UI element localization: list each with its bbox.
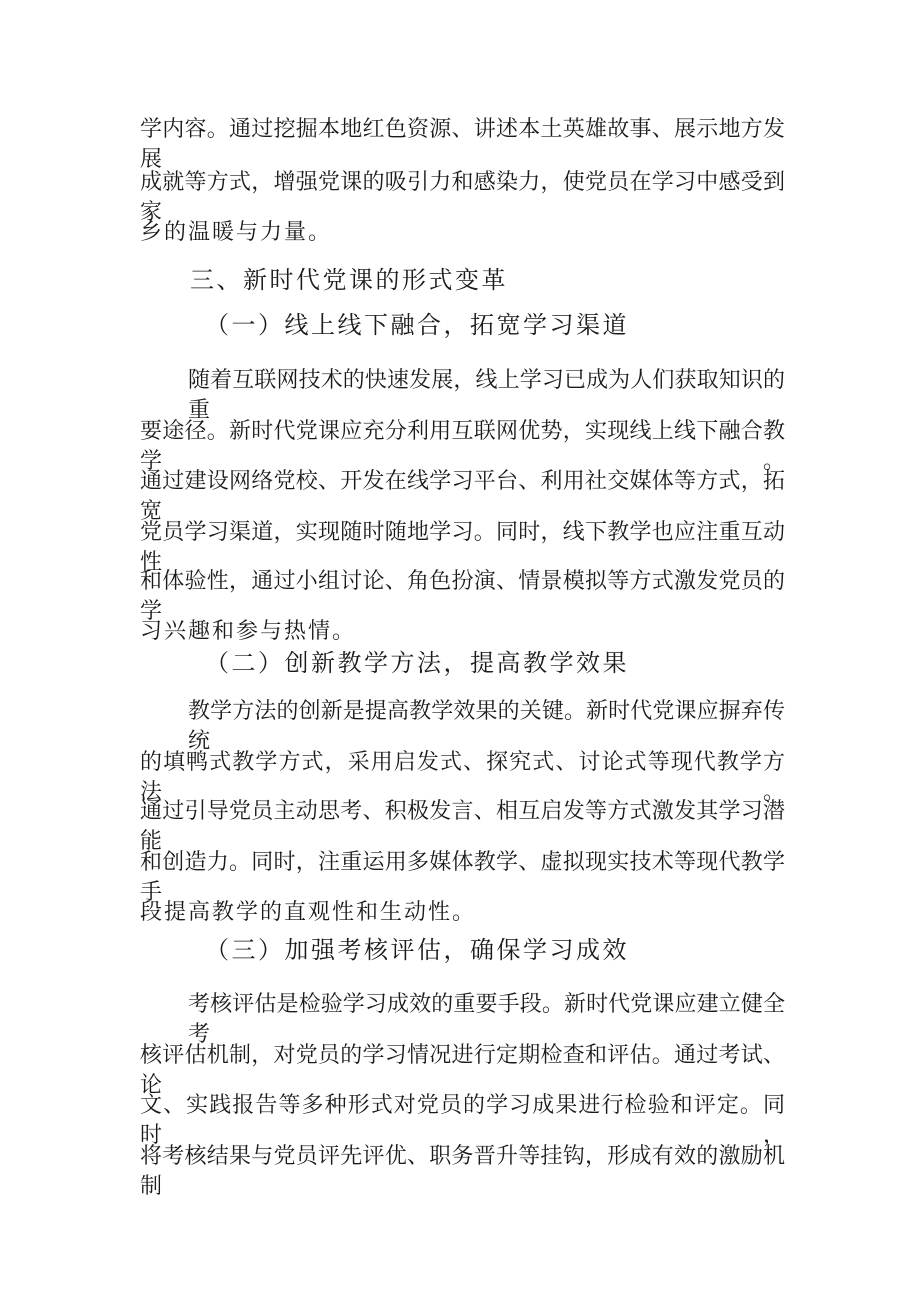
subsection-heading: （二）创新教学方法，提高教学效果 <box>205 649 629 677</box>
paragraph-line: 教学方法的创新是提高教学效果的关键。新时代党课应摒弃传统 <box>188 699 785 754</box>
paragraph-line: 的填鸭式教学方式，采用启发式、探究式、讨论式等现代教学方法。 <box>140 750 785 805</box>
paragraph-line: 段提高教学的直观性和生动性。 <box>140 900 477 925</box>
paragraph-line: 考核评估是检验学习成效的重要手段。新时代党课应建立健全考 <box>188 992 785 1047</box>
subsection-heading: （一）线上线下融合，拓宽学习渠道 <box>205 311 629 339</box>
section-heading: 三、新时代党课的形式变革 <box>190 266 508 294</box>
paragraph-line: 将考核结果与党员评先评优、职务晋升等挂钩，形成有效的激励机制 <box>140 1144 785 1199</box>
paragraph-line: 学内容。通过挖掘本地红色资源、讲述本土英雄故事、展示地方发展 <box>140 117 785 172</box>
paragraph-line: 通过引导党员主动思考、积极发言、相互启发等方式激发其学习潜能 <box>140 799 785 854</box>
paragraph-line: 和创造力。同时，注重运用多媒体教学、虚拟现实技术等现代教学手 <box>140 850 785 905</box>
paragraph-line: 通过建设网络党校、开发在线学习平台、利用社交媒体等方式，拓宽 <box>140 469 785 524</box>
paragraph-line: 核评估机制，对党员的学习情况进行定期检查和评估。通过考试、论 <box>140 1043 785 1098</box>
paragraph-line: 乡的温暖与力量。 <box>140 220 333 245</box>
paragraph-line: 成就等方式，增强党课的吸引力和感染力，使党员在学习中感受到家 <box>140 170 785 225</box>
paragraph-line: 和体验性，通过小组讨论、角色扮演、情景模拟等方式激发党员的学 <box>140 569 785 624</box>
paragraph-line: 文、实践报告等多种形式对党员的学习成果进行检验和评定。同时， <box>140 1093 785 1148</box>
paragraph-line: 习兴趣和参与热情。 <box>140 619 357 644</box>
paragraph-line: 随着互联网技术的快速发展，线上学习已成为人们获取知识的重 <box>188 368 785 423</box>
paragraph-line: 要途径。新时代党课应充分利用互联网优势，实现线上线下融合教学。 <box>140 419 785 474</box>
subsection-heading: （三）加强考核评估，确保学习成效 <box>205 936 629 964</box>
paragraph-line: 党员学习渠道，实现随时随地学习。同时，线下教学也应注重互动性 <box>140 520 785 575</box>
